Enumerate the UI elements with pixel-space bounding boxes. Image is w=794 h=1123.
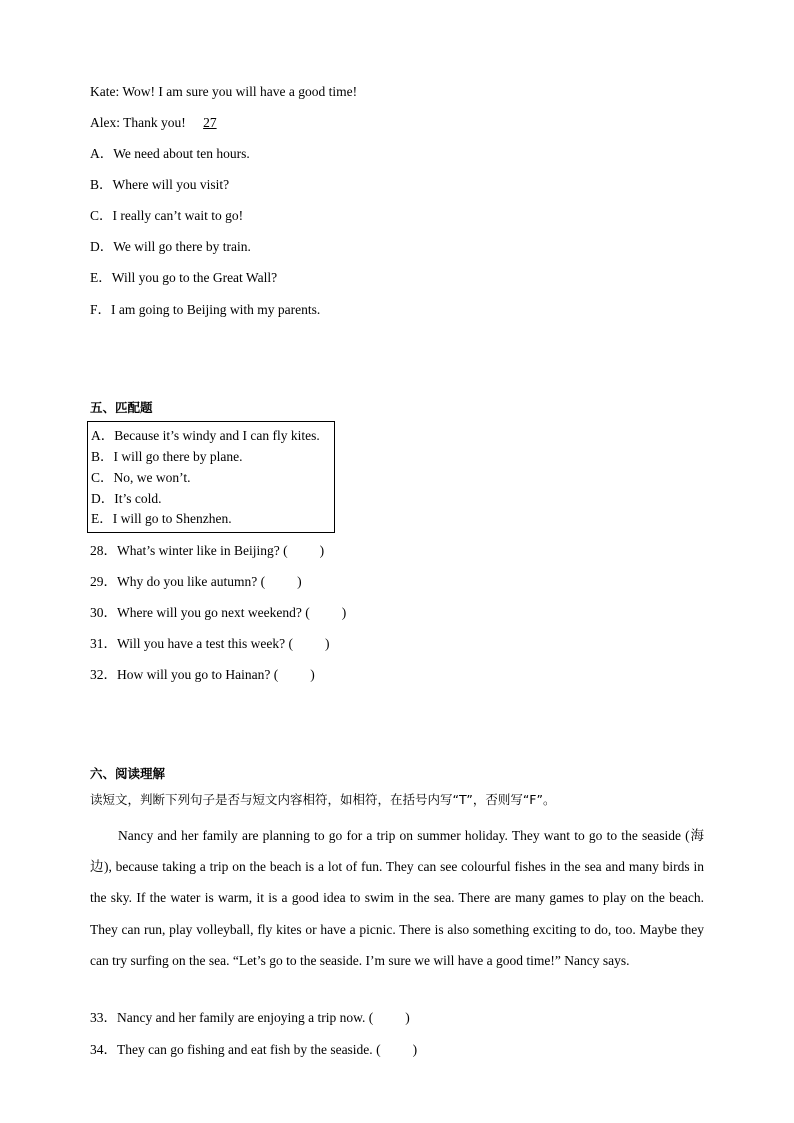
match-option-e: E．I will go to Shenzhen. (91, 511, 232, 526)
dialogue-alex-line (90, 115, 233, 131)
answer-blank-27[interactable]: 27 (203, 115, 217, 130)
question-33-text: 33．Nancy and her family are enjoying a trip now. (90, 1010, 366, 1025)
section-6-title: 六、阅读理解 (90, 766, 166, 781)
answer-paren-31[interactable]: ( ) (288, 636, 330, 651)
answer-paren-34[interactable]: ( ) (376, 1042, 418, 1057)
answer-paren-32[interactable]: ( ) (273, 667, 315, 682)
question-33 (90, 1010, 410, 1026)
option-d: D．We will go there by train. (90, 239, 251, 254)
question-28 (90, 543, 324, 559)
question-34 (90, 1042, 417, 1058)
option-c: C．I really can’t wait to go! (90, 208, 244, 223)
question-28-text: 28．What’s winter like in Beijing? (90, 543, 280, 558)
match-option-a: A．Because it’s windy and I can fly kites. (91, 428, 320, 443)
reading-passage-text: Nancy and her family are planning to go for a trip on summer holiday. They want to go to the seaside (海边), because taking a trip on the beach is a lot of fun. They can see colourful fishes in the sea and many birds in the sky. If the water is warm, it is a good idea to swim in the sea. There are many games to play on the beach. They can run, play volleyball, fly kites or have a picnic. There is also something exciting to do, too. Maybe they can try surfing on the sea. “Let’s go to the seaside. I’m sure we will have a good time!” Nancy says. (90, 828, 704, 968)
alex-line-text: Alex: Thank you! (90, 115, 190, 130)
question-31 (90, 636, 330, 652)
option-e: E．Will you go to the Great Wall? (90, 270, 278, 285)
answer-paren-29[interactable]: ( ) (260, 574, 302, 589)
question-31-text: 31．Will you have a test this week? (90, 636, 286, 651)
answer-paren-30[interactable]: ( ) (305, 605, 347, 620)
option-b: B．Where will you visit? (90, 177, 230, 192)
question-34-text: 34．They can go fishing and eat fish by the seaside. (90, 1042, 373, 1057)
match-option-c: C．No, we won’t. (91, 470, 191, 485)
question-29 (90, 574, 302, 590)
match-option-d: D．It’s cold. (91, 491, 162, 506)
answer-paren-28[interactable]: ( ) (283, 543, 325, 558)
matching-options-box (87, 421, 335, 533)
question-32-text: 32．How will you go to Hainan? (90, 667, 271, 682)
question-29-text: 29．Why do you like autumn? (90, 574, 258, 589)
reading-instruction: 读短文，判断下列句子是否与短文内容相符，如相符，在括号内写“T”，否则写“F”。 (90, 792, 556, 807)
question-30 (90, 605, 346, 621)
option-a: A．We need about ten hours. (90, 146, 250, 161)
reading-passage (90, 820, 704, 976)
dialogue-kate-line: Kate: Wow! I am sure you will have a good time! (90, 84, 358, 99)
answer-paren-33[interactable]: ( ) (368, 1010, 410, 1025)
question-30-text: 30．Where will you go next weekend? (90, 605, 302, 620)
question-32 (90, 667, 315, 683)
option-f: F．I am going to Beijing with my parents. (90, 302, 321, 317)
section-5-title: 五、匹配题 (90, 400, 153, 415)
match-option-b: B．I will go there by plane. (91, 449, 243, 464)
